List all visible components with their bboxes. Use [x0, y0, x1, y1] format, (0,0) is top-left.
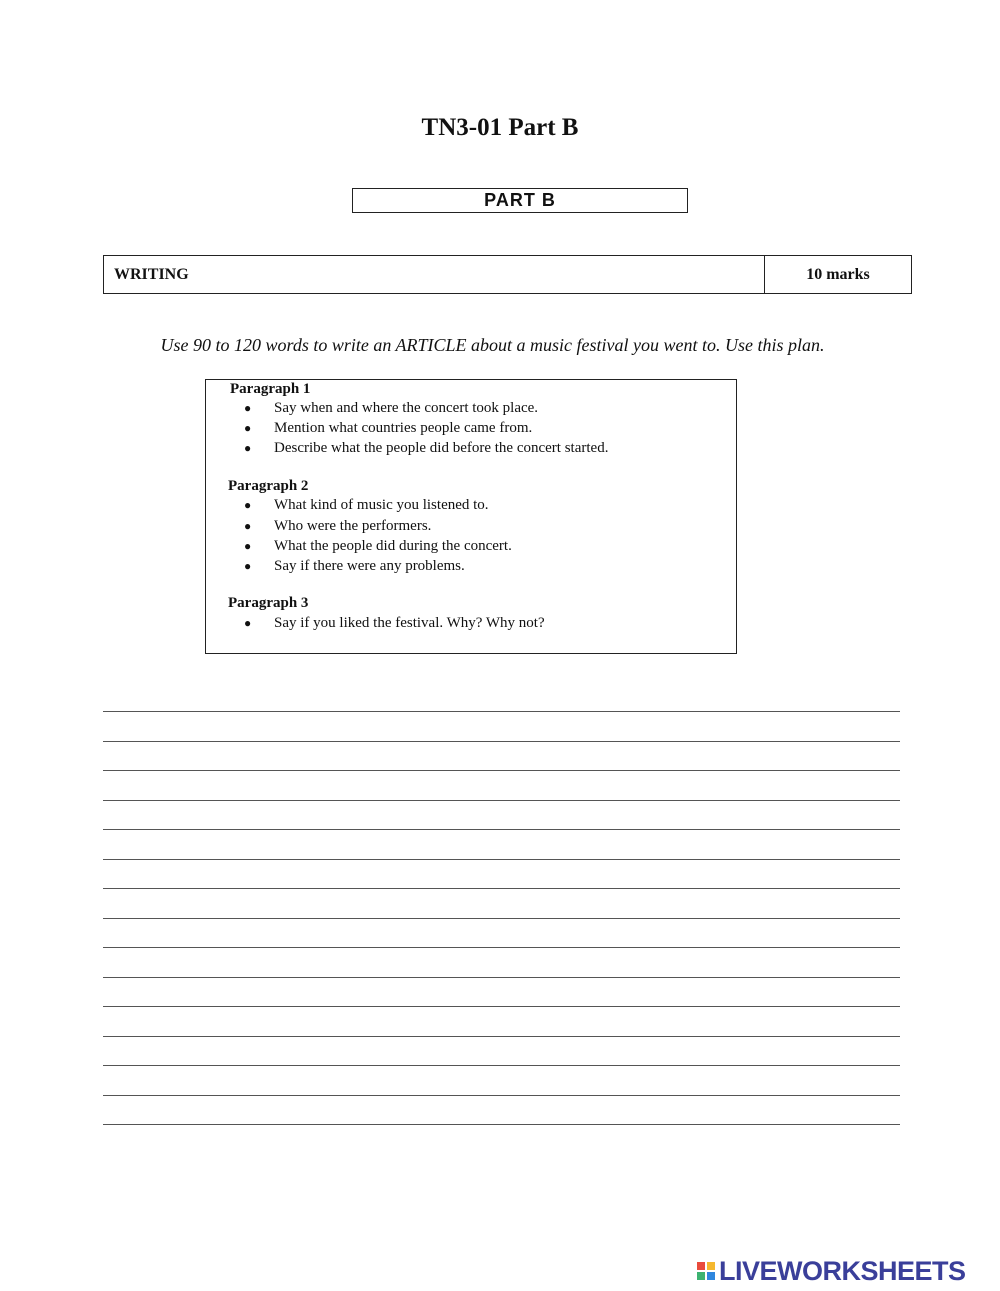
answer-line[interactable] — [103, 947, 900, 948]
bullet-icon: ● — [244, 401, 252, 415]
bullet-icon: ● — [244, 539, 252, 553]
answer-line[interactable] — [103, 770, 900, 771]
bullet-icon: ● — [244, 498, 252, 512]
answer-line[interactable] — [103, 741, 900, 742]
answer-line[interactable] — [103, 888, 900, 889]
plan-bullet: ● What kind of music you listened to. — [244, 497, 489, 513]
answer-line[interactable] — [103, 918, 900, 919]
plan-bullet: ● Describe what the people did before the concert started. — [244, 440, 609, 456]
paragraph-2-heading: Paragraph 2 — [228, 478, 309, 494]
plan-bullet: ● Say when and where the concert took place. — [244, 400, 539, 416]
answer-line[interactable] — [103, 800, 900, 801]
page-title: TN3-01 Part B — [421, 114, 579, 141]
writing-plan-box — [205, 379, 737, 654]
logo-icon — [697, 1262, 715, 1280]
bullet-icon: ● — [244, 441, 252, 455]
paragraph-3-heading: Paragraph 3 — [228, 595, 309, 611]
answer-line[interactable] — [103, 1006, 900, 1007]
paragraph-1-heading: Paragraph 1 — [230, 381, 311, 397]
bullet-icon: ● — [244, 421, 252, 435]
bullet-icon: ● — [244, 559, 252, 573]
part-label: PART B — [352, 188, 688, 213]
plan-bullet: ● Say if there were any problems. — [244, 558, 465, 574]
bullet-icon: ● — [244, 616, 252, 630]
answer-line[interactable] — [103, 1036, 900, 1037]
section-header-table — [103, 255, 912, 294]
answer-line[interactable] — [103, 1124, 900, 1125]
logo-text: LIVEWORKSHEETS — [719, 1255, 966, 1286]
section-marks: 10 marks — [806, 266, 870, 283]
plan-bullet: ● What the people did during the concert. — [244, 538, 512, 554]
liveworksheets-logo — [697, 1256, 966, 1286]
answer-line[interactable] — [103, 977, 900, 978]
instruction-text: Use 90 to 120 words to write an ARTICLE about a music festival you went to. Use this plan. — [160, 335, 825, 355]
answer-line[interactable] — [103, 829, 900, 830]
plan-bullet: ● Say if you liked the festival. Why? Why not? — [244, 615, 545, 631]
answer-line[interactable] — [103, 1065, 900, 1066]
plan-bullet: ● Mention what countries people came from. — [244, 420, 533, 436]
bullet-icon: ● — [244, 519, 252, 533]
section-name: WRITING — [104, 256, 765, 293]
answer-line[interactable] — [103, 711, 900, 712]
answer-line[interactable] — [103, 859, 900, 860]
answer-line[interactable] — [103, 1095, 900, 1096]
plan-bullet: ● Who were the performers. — [244, 518, 432, 534]
